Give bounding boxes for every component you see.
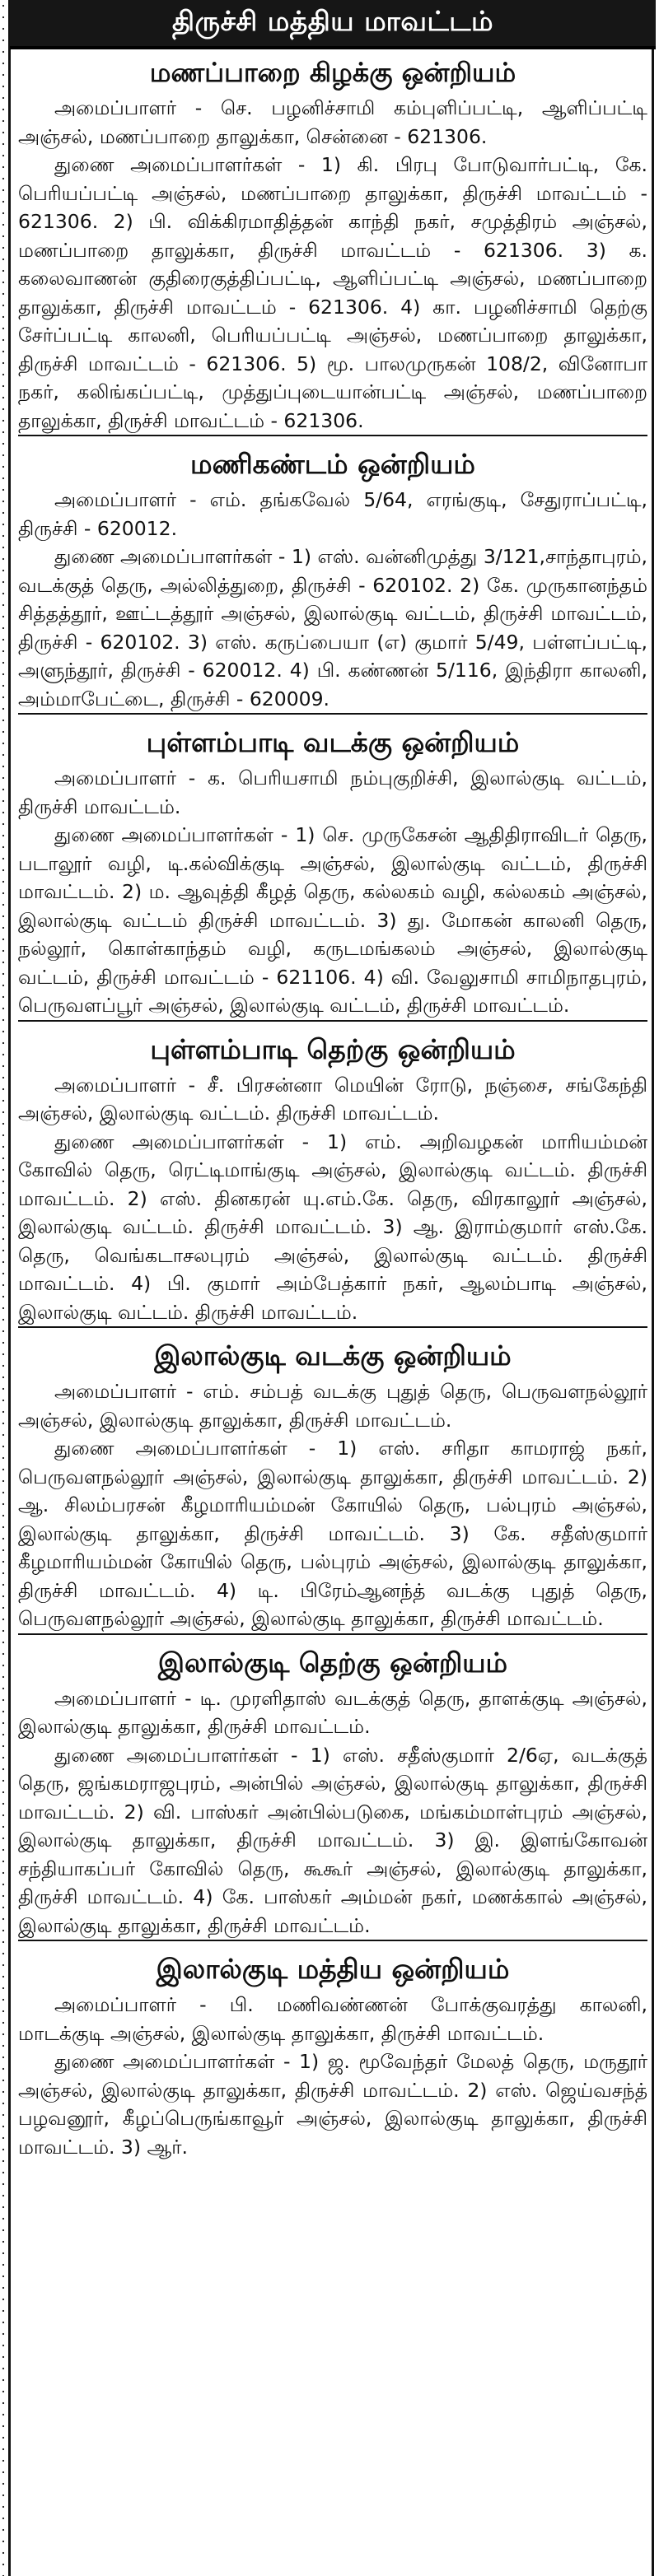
paragraph-deputy-organizers: துணை அமைப்பாளர்கள் - 1) எஸ். சரிதா காமராஜ் நகர், பெருவளநல்லூர் அஞ்சல், இலால்குடி தாலுக்கா, திருச்சி மாவட்டம். 2) ஆ. சிலம்பரசன் கீழமாரியம்மன் கோயில் தெரு, பல்புரம் அஞ்சல், இலால்குடி தாலுக்கா, திருச்சி மாவட்டம். 3) கே. சதீஸ்குமார் கீழமாரியம்மன் கோயில் தெரு, பல்புரம் அஞ்சல், இலால்குடி தாலுக்கா, திருச்சி மாவட்டம். 4) டி. பிரேம்ஆனந்த் வடக்கு புதுத் தெரு, பெருவளநல்லூர் அஞ்சல், இலால்குடி தாலுக்கா, திருச்சி மாவட்டம். <box>18 1437 647 1630</box>
paragraph-deputy-organizers: துணை அமைப்பாளர்கள் - 1) எஸ். சதீஸ்குமார் 2/6ஏ, வடக்குத் தெரு, ஜங்கமராஜபுரம், அன்பில் அஞ்சல், இலால்குடி தாலுக்கா, திருச்சி மாவட்டம். 2) வி. பாஸ்கர் அன்பில்படுகை, மங்கம்மாள்புரம் அஞ்சல், இலால்குடி தாலுக்கா, திருச்சி மாவட்டம். 3) இ. இளங்கோவன் சந்தியாகப்பர் கோவில் தெரு, கூகூர் அஞ்சல், இலால்குடி தாலுக்கா, திருச்சி மாவட்டம். 4) கே. பாஸ்கர் அம்மன் நகர், மணக்கால் அஞ்சல், இலால்குடி தாலுக்கா, திருச்சி மாவட்டம். <box>18 1743 647 1937</box>
section-title: இலால்குடி மத்திய ஒன்றியம் <box>156 1953 510 1985</box>
paragraph-organizer: அமைப்பாளர் - எம். தங்கவேல் 5/64, எரங்குடி, சேதுராப்பட்டி, திருச்சி - 620012. <box>18 488 647 540</box>
section-title: இலால்குடி தெற்கு ஒன்றியம் <box>157 1646 508 1679</box>
paragraph-organizer: அமைப்பாளர் - எம். சம்பத் வடக்கு புதுத் தெரு, பெருவளநல்லூர் அஞ்சல், இலால்குடி தாலுக்கா, திருச்சி மாவட்டம். <box>18 1380 647 1432</box>
section-manapparai-east <box>18 53 647 435</box>
section-title: புள்ளம்பாடி தெற்கு ஒன்றியம் <box>150 1032 516 1065</box>
section-manikandam <box>18 435 647 713</box>
section-title: புள்ளம்பாடி வடக்கு ஒன்றியம் <box>146 726 520 758</box>
paragraph-deputy-organizers: துணை அமைப்பாளர்கள் - 1) செ. முருகேசன் ஆதிதிராவிடர் தெரு, படாலூர் வழி, டி.கல்விக்குடி அஞ்சல், இலால்குடி வட்டம், திருச்சி மாவட்டம். 2) ம. ஆவுத்தி கீழத் தெரு, கல்லகம் வழி, கல்லகம் அஞ்சல், இலால்குடி வட்டம் திருச்சி மாவட்டம். 3) து. மோகன் காலனி தெரு, நல்லூர், கொள்காந்தம் வழி, கருடமங்கலம் அஞ்சல், இலால்குடி வட்டம், திருச்சி மாவட்டம் - 621106. 4) வி. வேலுசாமி சாமிநாதபுரம், பெருவளப்பூர் அஞ்சல், இலால்குடி வட்டம், திருச்சி மாவட்டம். <box>18 823 647 1017</box>
paragraph-organizer: அமைப்பாளர் - செ. பழனிச்சாமி கம்புளிப்பட்டி, ஆளிப்பட்டி அஞ்சல், மணப்பாறை தாலுக்கா, சென்னை - 621306. <box>18 96 647 148</box>
paragraph-organizer: அமைப்பாளர் - க. பெரியசாமி நம்புகுறிச்சி, இலால்குடி வட்டம், திருச்சி மாவட்டம். <box>18 766 647 818</box>
section-pullambadi-north <box>18 713 647 1020</box>
section-title: மணிகண்டம் ஒன்றியம் <box>190 448 475 480</box>
paragraph-organizer: அமைப்பாளர் - சீ. பிரசன்னா மெயின் ரோடு, நஞ்சை, சங்கேந்தி அஞ்சல், இலால்குடி வட்டம். திருச்சி மாவட்டம். <box>18 1073 647 1125</box>
section-pullambadi-south <box>18 1020 647 1327</box>
section-lalgudi-central <box>18 1940 647 2161</box>
paragraph-deputy-organizers: துணை அமைப்பாளர்கள் - 1) கி. பிரபு போடுவார்பட்டி, கே. பெரியப்பட்டி அஞ்சல், மணப்பாறை தாலுக்கா, திருச்சி மாவட்டம் - 621306. 2) பி. விக்கிரமாதித்தன் காந்தி நகர், சமுத்திரம் அஞ்சல், மணப்பாறை தாலுக்கா, திருச்சி மாவட்டம் - 621306. 3) க. கலைவாணன் குதிரைகுத்திப்பட்டி, ஆளிப்பட்டி அஞ்சல், மணப்பாறை தாலுக்கா, திருச்சி மாவட்டம் - 621306. 4) கா. பழனிச்சாமி தெற்கு சேர்ப்பட்டி காலனி, பெரியப்பட்டி அஞ்சல், மணப்பாறை தாலுக்கா, திருச்சி மாவட்டம் - 621306. 5) மூ. பாலமுருகன் 108/2, வினோபா நகர், கலிங்கப்பட்டி, முத்துப்புடையான்பட்டி அஞ்சல், மணப்பாறை தாலுக்கா, திருச்சி மாவட்டம் - 621306. <box>18 153 647 432</box>
section-title: இலால்குடி வடக்கு ஒன்றியம் <box>154 1339 512 1372</box>
masthead-title: திருச்சி மத்திய மாவட்டம் <box>10 0 656 49</box>
section-lalgudi-north <box>18 1326 647 1633</box>
paragraph-deputy-organizers: துணை அமைப்பாளர்கள் - 1) எஸ். வன்னிமுத்து 3/121,சாந்தாபுரம், வடக்குத் தெரு, அல்லித்துறை, திருச்சி - 620102. 2) கே. முருகானந்தம் சித்தத்தூர், ஊட்டத்தூர் அஞ்சல், இலால்குடி வட்டம், திருச்சி மாவட்டம், திருச்சி - 620102. 3) எஸ். கருப்பையா (எ) குமார் 5/49, பள்ளப்பட்டி, அளுந்தூர், திருச்சி - 620012. 4) பி. கண்ணன் 5/116, இந்திரா காலனி, அம்மாபேட்டை, திருச்சி - 620009. <box>18 545 647 710</box>
paragraph-deputy-organizers: துணை அமைப்பாளர்கள் - 1) ஜ. மூவேந்தர் மேலத் தெரு, மருதூர் அஞ்சல், இலால்குடி தாலுக்கா, திருச்சி மாவட்டம். 2) எஸ். ஜெய்வசந்த் பழவனூர், கீழப்பெருங்காவூர் அஞ்சல், இலால்குடி தாலுக்கா, திருச்சி மாவட்டம். 3) ஆர். <box>18 2050 647 2159</box>
paragraph-deputy-organizers: துணை அமைப்பாளர்கள் - 1) எம். அறிவழகன் மாரியம்மன் கோவில் தெரு, ரெட்டிமாங்குடி அஞ்சல், இலால்குடி வட்டம். திருச்சி மாவட்டம். 2) எஸ். தினகரன் யு.எம்.கே. தெரு, விரகாலூர் அஞ்சல், இலால்குடி வட்டம். திருச்சி மாவட்டம். 3) ஆ. இராம்குமார் எஸ்.கே. தெரு, வெங்கடாசலபுரம் அஞ்சல், இலால்குடி வட்டம். திருச்சி மாவட்டம். 4) பி. குமார் அம்பேத்கார் நகர், ஆலம்பாடி அஞ்சல், இலால்குடி வட்டம். திருச்சி மாவட்டம். <box>18 1130 647 1324</box>
column-rule-dots <box>2 0 5 2576</box>
article <box>18 0 647 2161</box>
paragraph-organizer: அமைப்பாளர் - டி. முரளிதாஸ் வடக்குத் தெரு, தாளக்குடி அஞ்சல், இலால்குடி தாலுக்கா, திருச்சி மாவட்டம். <box>18 1686 647 1738</box>
section-lalgudi-south <box>18 1633 647 1940</box>
paragraph-organizer: அமைப்பாளர் - பி. மணிவண்ணன் போக்குவரத்து காலனி, மாடக்குடி அஞ்சல், இலால்குடி தாலுக்கா, திருச்சி மாவட்டம். <box>18 1993 647 2045</box>
section-title: மணப்பாறை கிழக்கு ஒன்றியம் <box>149 57 516 88</box>
